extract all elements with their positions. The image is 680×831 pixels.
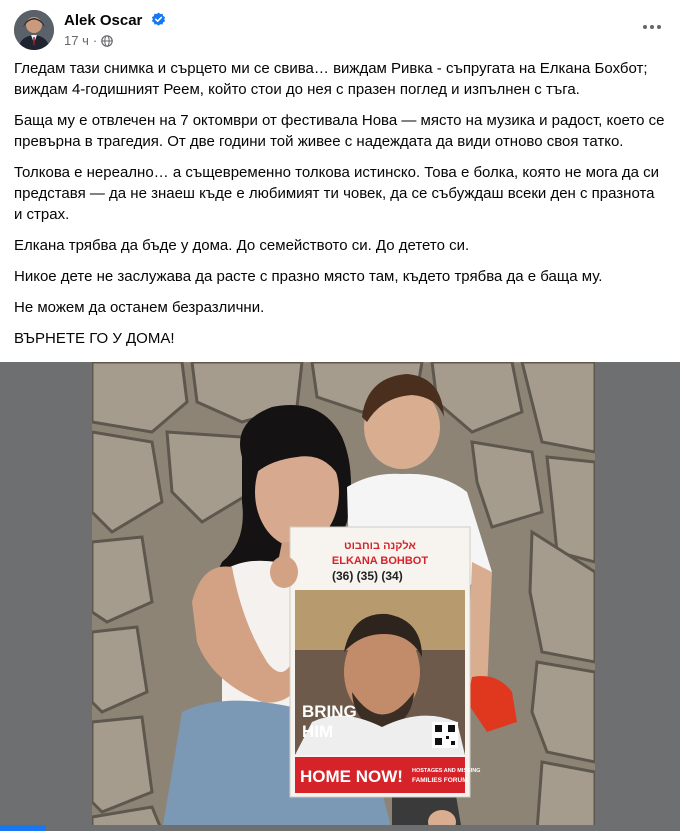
author-avatar[interactable] <box>14 10 54 50</box>
dot-icon <box>650 25 654 29</box>
sign-ages: (36) (35) (34) <box>332 569 403 583</box>
sign-hebrew-name: אלקנה בוחבוט <box>344 540 416 552</box>
post-paragraph: Не можем да останем безразлични. <box>14 299 265 316</box>
post-paragraph: ВЪРНЕТЕ ГО У ДОМА! <box>14 330 175 347</box>
post-meta <box>64 33 113 48</box>
post-body <box>14 58 666 390</box>
meta-separator: · <box>92 33 98 48</box>
post-paragraph: Баща му е отвлечен на 7 октомври от фестивала Нова — място на музика и радост, което се превърна в трагедия. От две години той живее с надеждата да види отново своя татко. <box>14 112 665 150</box>
sign-latin-name: ELKANA BOHBOT <box>331 555 429 567</box>
author-name[interactable] <box>64 12 166 29</box>
hostage-sign <box>290 527 480 797</box>
post-paragraph: Гледам тази снимка и сърцето ми се свива… виждам Ривка - съпругата на Елкана Бохбот; виждам 4-годишният Реем, който стои до нея с празен поглед и изпълнен с тъга. <box>14 60 648 98</box>
verified-badge-icon <box>151 12 166 27</box>
sign-home-now: HOME NOW! <box>300 767 403 786</box>
globe-icon[interactable] <box>101 35 113 47</box>
post-photo[interactable] <box>92 362 595 831</box>
bottom-bar <box>0 825 680 831</box>
sign-forum-line1: HOSTAGES AND MISSING <box>412 768 481 774</box>
more-options-button[interactable] <box>638 16 666 38</box>
post-paragraph: Толкова е нереално… а същевременно толкова истинско. Това е болка, която не мога да си представя — да не знаеш къде е любимият ти човек, да се събуждаш всеки ден с празнота и страх. <box>14 164 660 223</box>
post-timestamp[interactable]: 17 ч <box>64 33 89 48</box>
bottom-accent-bar <box>0 825 46 831</box>
dot-icon <box>643 25 647 29</box>
post-paragraph: Елкана трябва да бъде у дома. До семейството си. До детето си. <box>14 237 470 254</box>
post-paragraph: Никое дете не заслужава да расте с празно място там, където трябва да е баща му. <box>14 268 603 285</box>
post-header <box>14 10 666 54</box>
sign-bring: BRING <box>302 702 357 721</box>
author-name-text[interactable]: Alek Oscar <box>64 12 143 29</box>
post-photo-container[interactable] <box>0 362 680 831</box>
sign-forum-line2: FAMILIES FORUM <box>412 777 468 784</box>
dot-icon <box>657 25 661 29</box>
photo-illustration <box>92 362 595 831</box>
sign-him: HIM <box>302 722 334 741</box>
